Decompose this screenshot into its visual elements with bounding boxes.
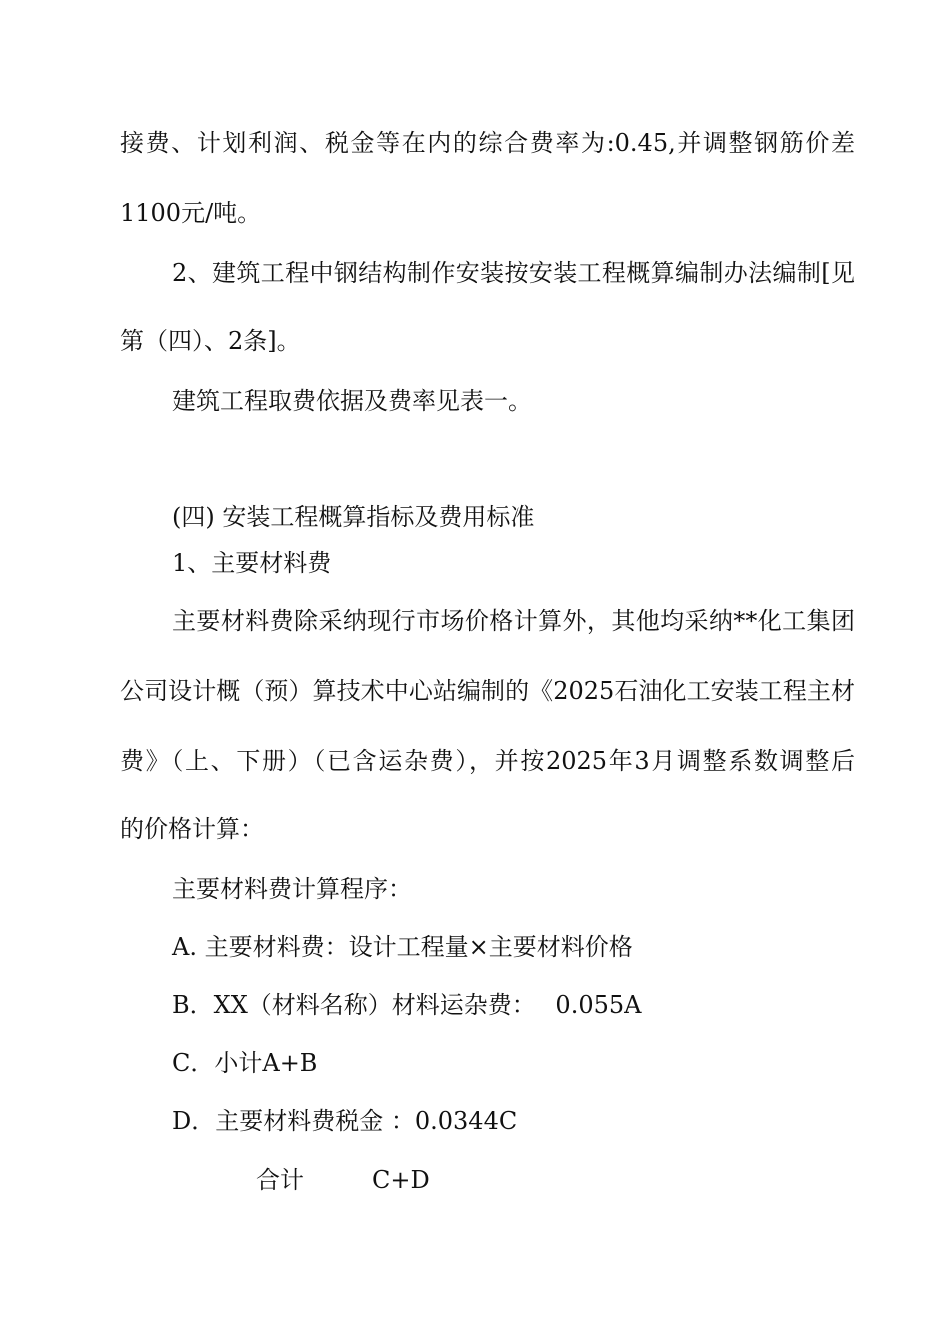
paragraph-line: 公司设计概（预）算技术中心站编制的《2025石油化工安装工程主材 [120,677,855,705]
paragraph-line: 的价格计算： [120,815,264,843]
procedure-step-a: A. 主要材料费：设计工程量×主要材料价格 [172,933,633,961]
section-heading: (四) 安装工程概算指标及费用标准 [172,503,535,531]
item-heading: 1、主要材料费 [172,549,332,577]
procedure-step-d: D．主要材料费税金 ：0.0344C [172,1107,518,1135]
paragraph-line: 接费、计划利润、税金等在内的综合费率为:0.45,并调整钢筋价差 [120,129,855,157]
total-value: C+D [372,1166,430,1194]
procedure-step-c: C．小计A+B [172,1049,318,1077]
paragraph-line: 主要材料费除采纳现行市场价格计算外，其他均采纳**化工集团 [172,607,855,635]
paragraph-line: 费》（上、下册）（已含运杂费），并按2025年3月调整系数调整后 [120,747,855,775]
procedure-step-b: B．XX（材料名称）材料运杂费： 0.055A [172,991,642,1019]
paragraph-line: 1100元/吨。 [120,199,262,227]
paragraph: 建筑工程取费依据及费率见表一。 [172,387,532,415]
paragraph-line: 2、建筑工程中钢结构制作安装按安装工程概算编制办法编制[见 [172,259,855,287]
paragraph-line: 第（四）、2条]。 [120,327,301,355]
total-label: 合计 [256,1166,304,1194]
procedure-title: 主要材料费计算程序： [172,875,412,903]
